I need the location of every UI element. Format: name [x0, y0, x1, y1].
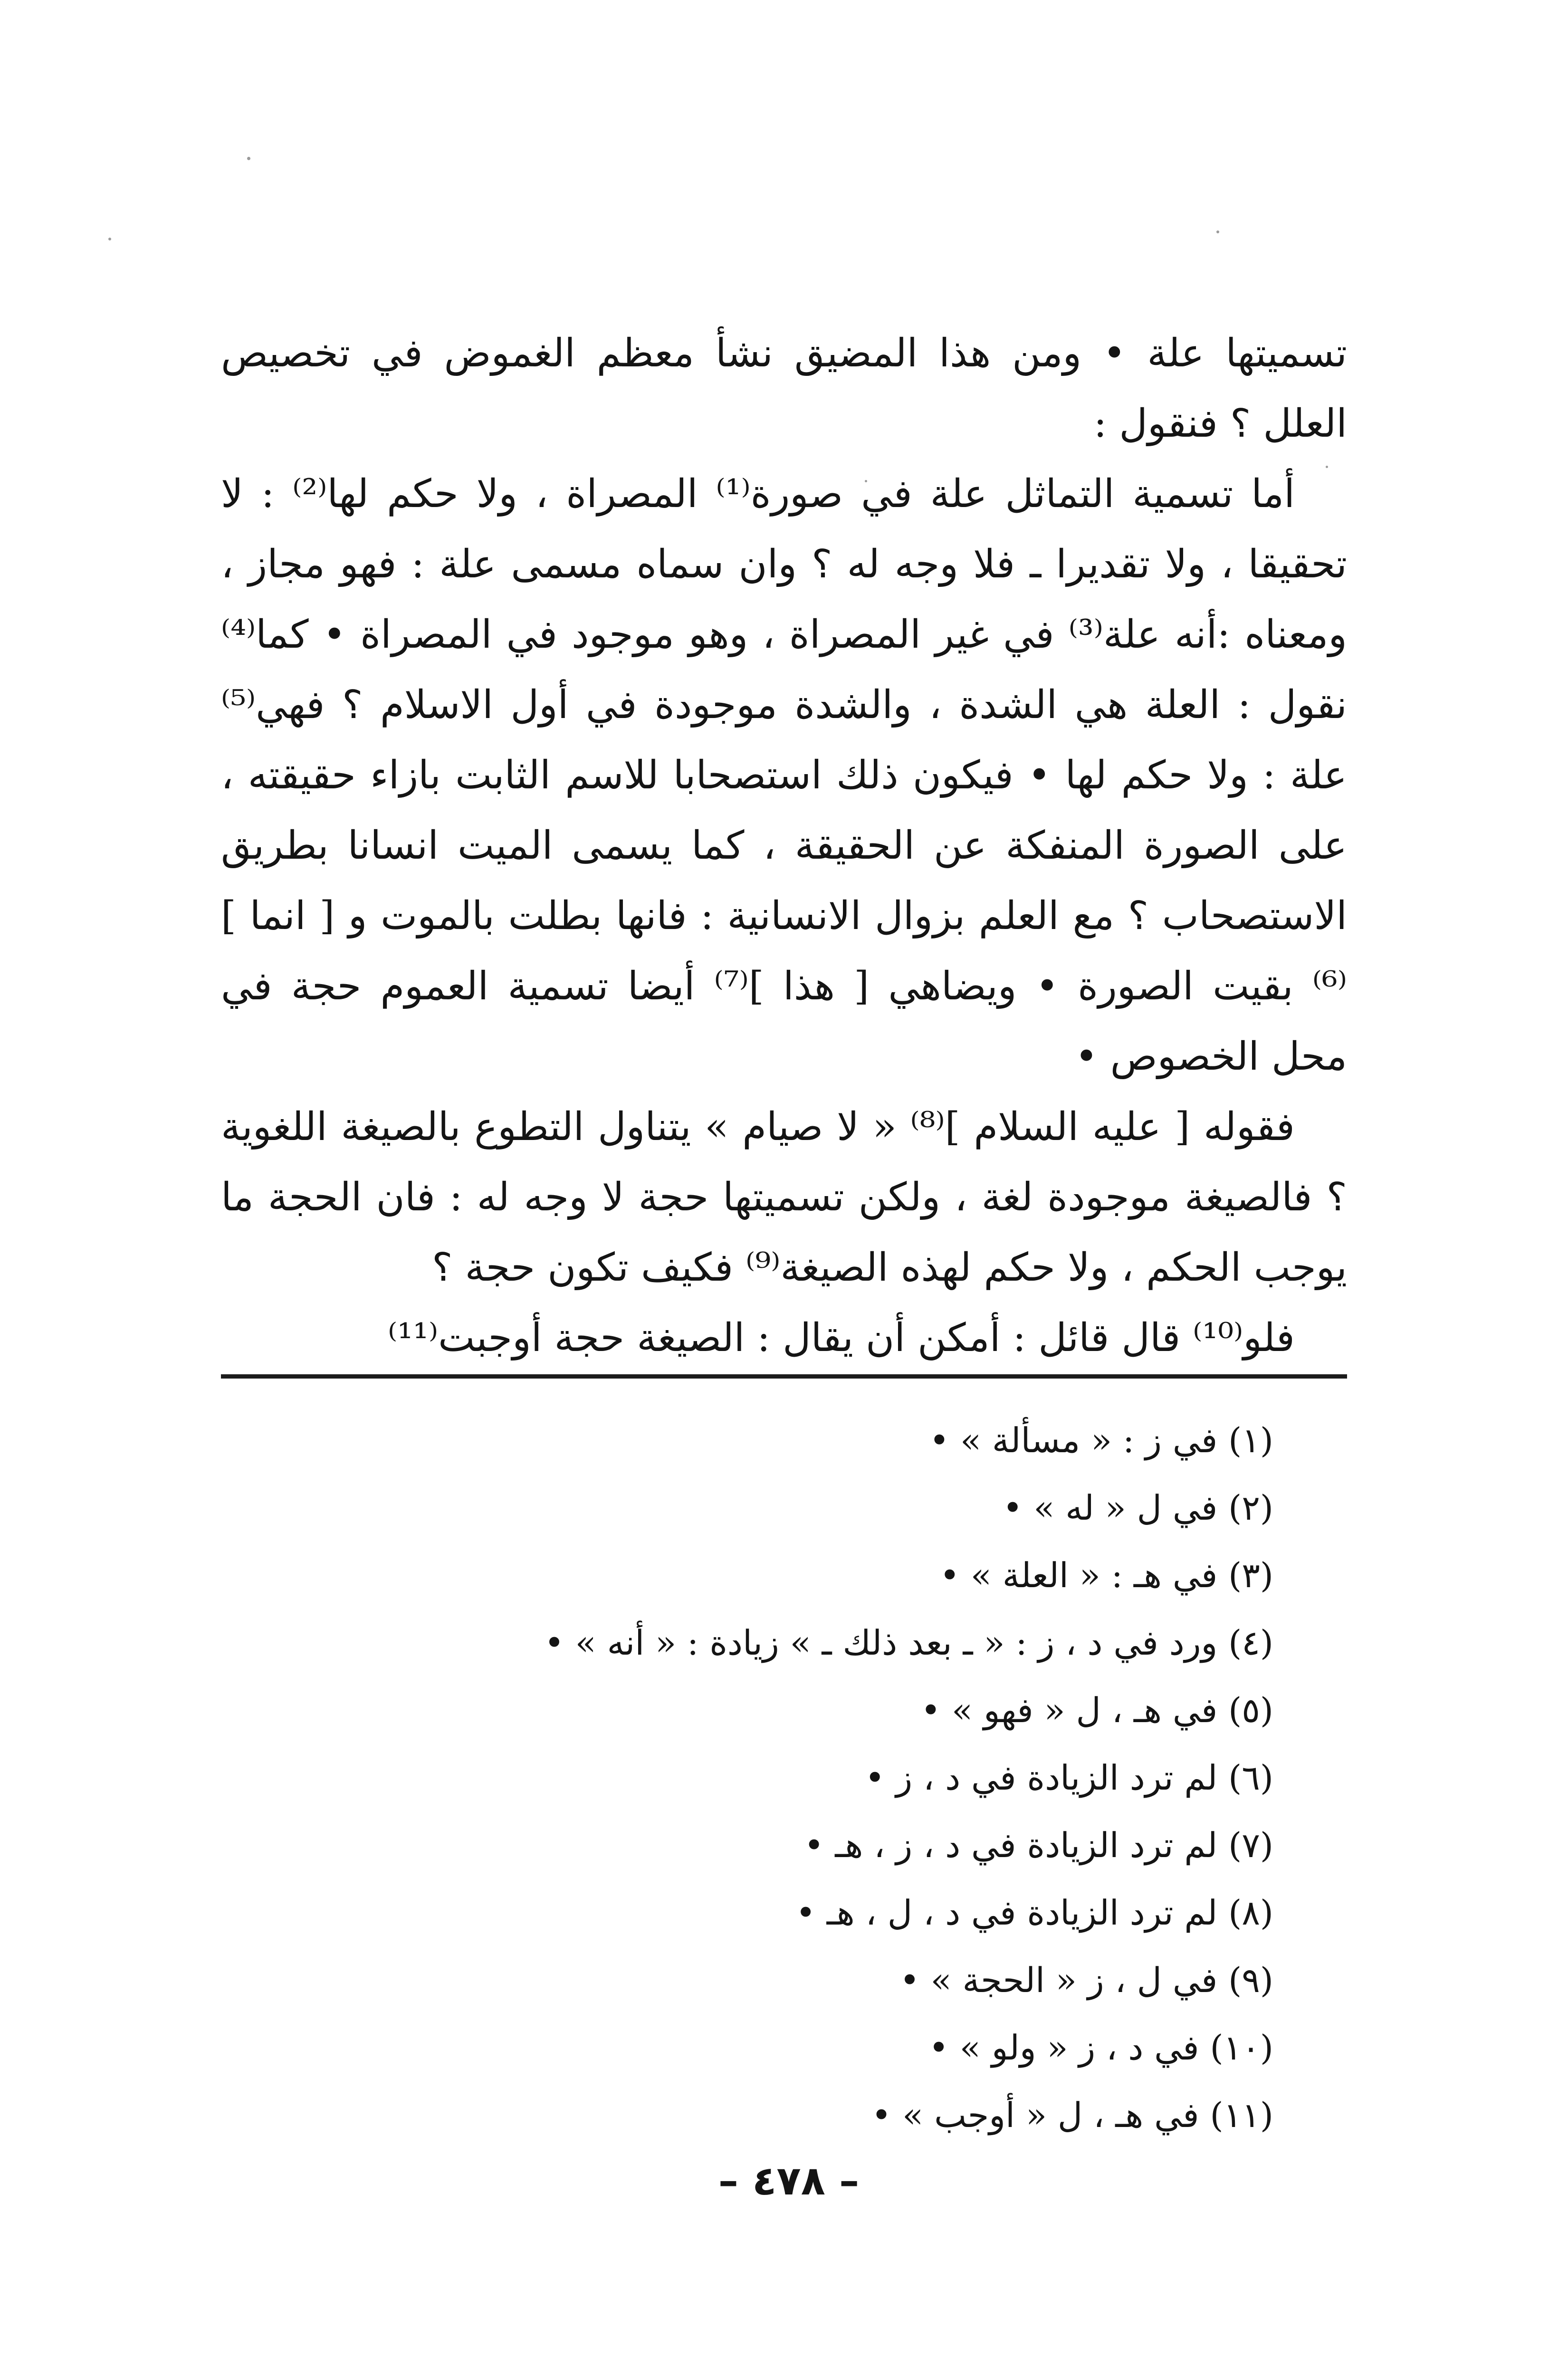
footnote-8: (٨) لم ترد الزيادة في د ، ل ، هـ • — [795, 1893, 1273, 1933]
paragraph-3: فقوله [ عليه السلام ]⁽⁸⁾ « لا صيام » يتناول التطوع بالصيغة اللغوية ؟ فالصيغة موجودة لغة ، ولكن تسميتها حجة لا وجه له : فان الحجة ما يوجب الحكم ، ولا حكم لهذه الصيغة⁽⁹⁾ فكيف تكون حجة ؟ — [221, 1104, 1347, 1290]
footnote-7: (٧) لم ترد الزيادة في د ، ز ، هـ • — [803, 1825, 1273, 1865]
paragraph-4: فلو⁽¹⁰⁾ قال قائل : أمكن أن يقال : الصيغة حجة أوجبت⁽¹¹⁾ — [388, 1315, 1295, 1360]
footnote-1: (١) في ز : « مسألة » • — [929, 1420, 1273, 1460]
footnote-4: (٤) ورد في د ، ز : « ـ بعد ذلك ـ » زيادة : « أنه » • — [544, 1623, 1273, 1663]
footnote-9: (٩) في ل ، ز « الحجة » • — [899, 1960, 1273, 2000]
paragraph-1: تسميتها علة • ومن هذا المضيق نشأ معظم الغموض في تخصيص العلل ؟ فنقول : — [221, 331, 1347, 446]
paragraph-2: أما تسمية التماثل علة في صورة⁽¹⁾ المصراة ، ولا حكم لها⁽²⁾ : لا تحقيقا ، ولا تقديرا ـ فلا وجه له ؟ وان سماه مسمى علة : فهو مجاز ، ومعناه :أنه علة⁽³⁾ في غير المصراة ، وهو موجود في المصراة • كما⁽⁴⁾ نقول : العلة هي الشدة ، والشدة موجودة في أول الاسلام ؟ فهي⁽⁵⁾ علة : ولا حكم لها • فيكون ذلك استصحابا للاسم الثابت بازاء حقيقته ، على الصورة المنفكة عن الحقيقة ، كما يسمى الميت انسانا بطريق الاستصحاب ؟ مع العلم بزوال الانسانية : فانها بطلت بالموت و [ انما ]⁽⁶⁾ بقيت الصورة • ويضاهي [ هذا ]⁽⁷⁾ أيضا تسمية العموم حجة في محل الخصوص • — [221, 471, 1348, 1079]
main-text — [221, 318, 1347, 1373]
footnote-divider — [221, 1374, 1347, 1379]
footnote-5: (٥) في هـ ، ل « فهو » • — [920, 1690, 1273, 1730]
footnote-6: (٦) لم ترد الزيادة في د ، ز • — [864, 1758, 1273, 1798]
footnote-3: (٣) في هـ : « العلة » • — [939, 1555, 1273, 1595]
footnote-2: (٢) في ل « له » • — [1002, 1488, 1273, 1528]
footnotes-list — [228, 1407, 1273, 2149]
page-number: – ٤٧٨ – — [718, 2157, 860, 2204]
footnote-10: (١٠) في د ، ز « ولو » • — [928, 2028, 1273, 2068]
footnote-11: (١١) في هـ ، ل « أوجب » • — [871, 2095, 1273, 2135]
